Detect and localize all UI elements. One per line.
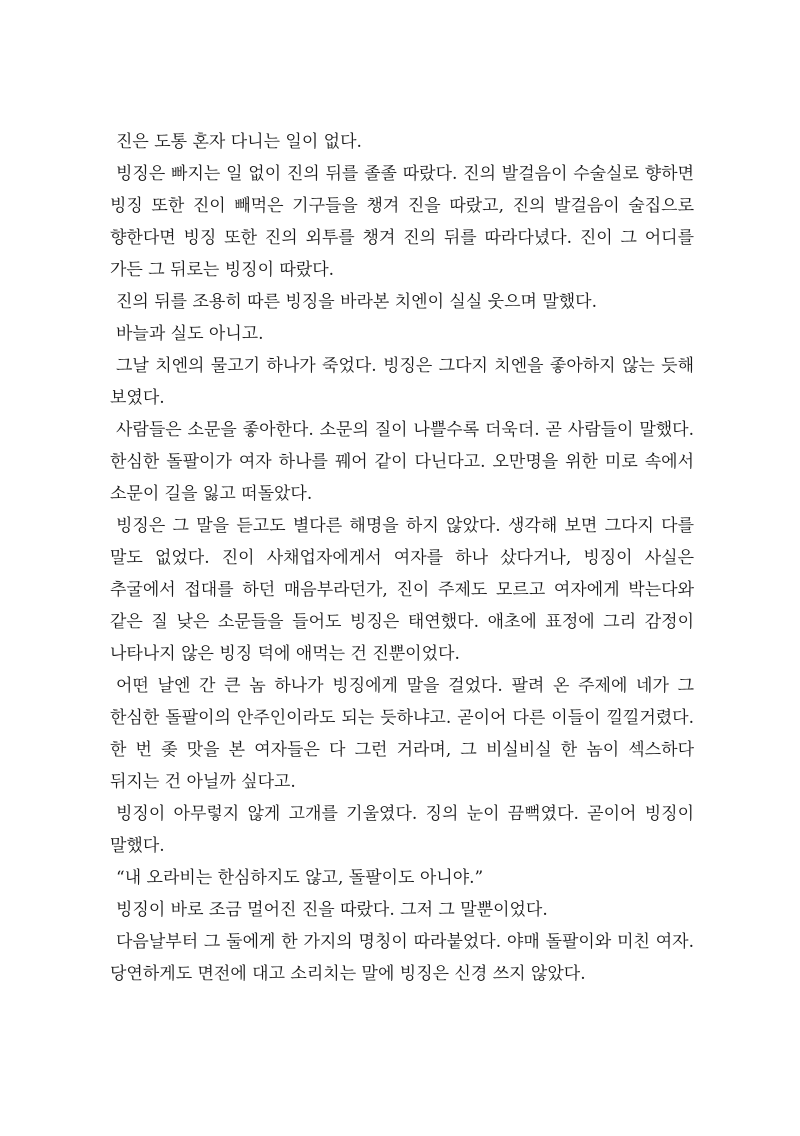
- paragraph: 빙징은 빠지는 일 없이 진의 뒤를 졸졸 따랐다. 진의 발걸음이 수술실로 향하면 빙징 또한 진이 빼먹은 기구들을 챙겨 진을 따랐고, 진의 발걸음이 술집으로 향한다면 빙징 또한 진의 외투를 챙겨 진의 뒤를 따라다녔다. 진이 그 어디를 가든 그 뒤로는 빙징이 따랐다.: [110, 164, 694, 280]
- paragraph: 진의 뒤를 조용히 따른 빙징을 바라본 치엔이 실실 웃으며 말했다.: [116, 292, 598, 312]
- document-body: [110, 126, 694, 990]
- paragraph: 어떤 날엔 간 큰 놈 하나가 빙징에게 말을 걸었다. 팔려 온 주제에 네가 그 한심한 돌팔이의 안주인이라도 되는 듯하냐고. 곧이어 다른 이들이 낄낄거렸다. 한 번 좆 맛을 본 여자들은 다 그런 거라며, 그 비실비실 한 놈이 섹스하다 뒤지는 건 아닐까 싶다고.: [110, 676, 694, 792]
- paragraph-quote: “내 오라비는 한심하지도 않고, 돌팔이도 아니야.”: [116, 868, 484, 888]
- paragraph: 빙징은 그 말을 듣고도 별다른 해명을 하지 않았다. 생각해 보면 그다지 다를 말도 없었다. 진이 사채업자에게서 여자를 하나 샀다거나, 빙징이 사실은 추굴에서 접대를 하던 매음부라던가, 진이 주제도 모르고 여자에게 박는다와 같은 질 낮은 소문들을 들어도 빙징은 태연했다. 애초에 표정에 그리 감정이 나타나지 않은 빙징 덕에 애먹는 건 진뿐이었다.: [110, 516, 694, 664]
- paragraph: 빙징이 아무렇지 않게 고개를 기울였다. 징의 눈이 끔뻑였다. 곧이어 빙징이 말했다.: [110, 804, 694, 856]
- paragraph: 그날 치엔의 물고기 하나가 죽었다. 빙징은 그다지 치엔을 좋아하지 않는 듯해 보였다.: [110, 356, 694, 408]
- paragraph: 사람들은 소문을 좋아한다. 소문의 질이 나쁠수록 더욱더. 곧 사람들이 말했다. 한심한 돌팔이가 여자 하나를 꿰어 같이 다닌다고. 오만명을 위한 미로 속에서 소문이 길을 잃고 떠돌았다.: [110, 420, 694, 504]
- paragraph: 빙징이 바로 조금 멀어진 진을 따랐다. 그저 그 말뿐이었다.: [116, 900, 548, 920]
- paragraph: 바늘과 실도 아니고.: [116, 324, 264, 344]
- paragraph: 진은 도통 혼자 다니는 일이 없다.: [116, 132, 362, 152]
- paragraph: 다음날부터 그 둘에게 한 가지의 명칭이 따라붙었다. 야매 돌팔이와 미친 여자. 당연하게도 면전에 대고 소리치는 말에 빙징은 신경 쓰지 않았다.: [110, 932, 694, 984]
